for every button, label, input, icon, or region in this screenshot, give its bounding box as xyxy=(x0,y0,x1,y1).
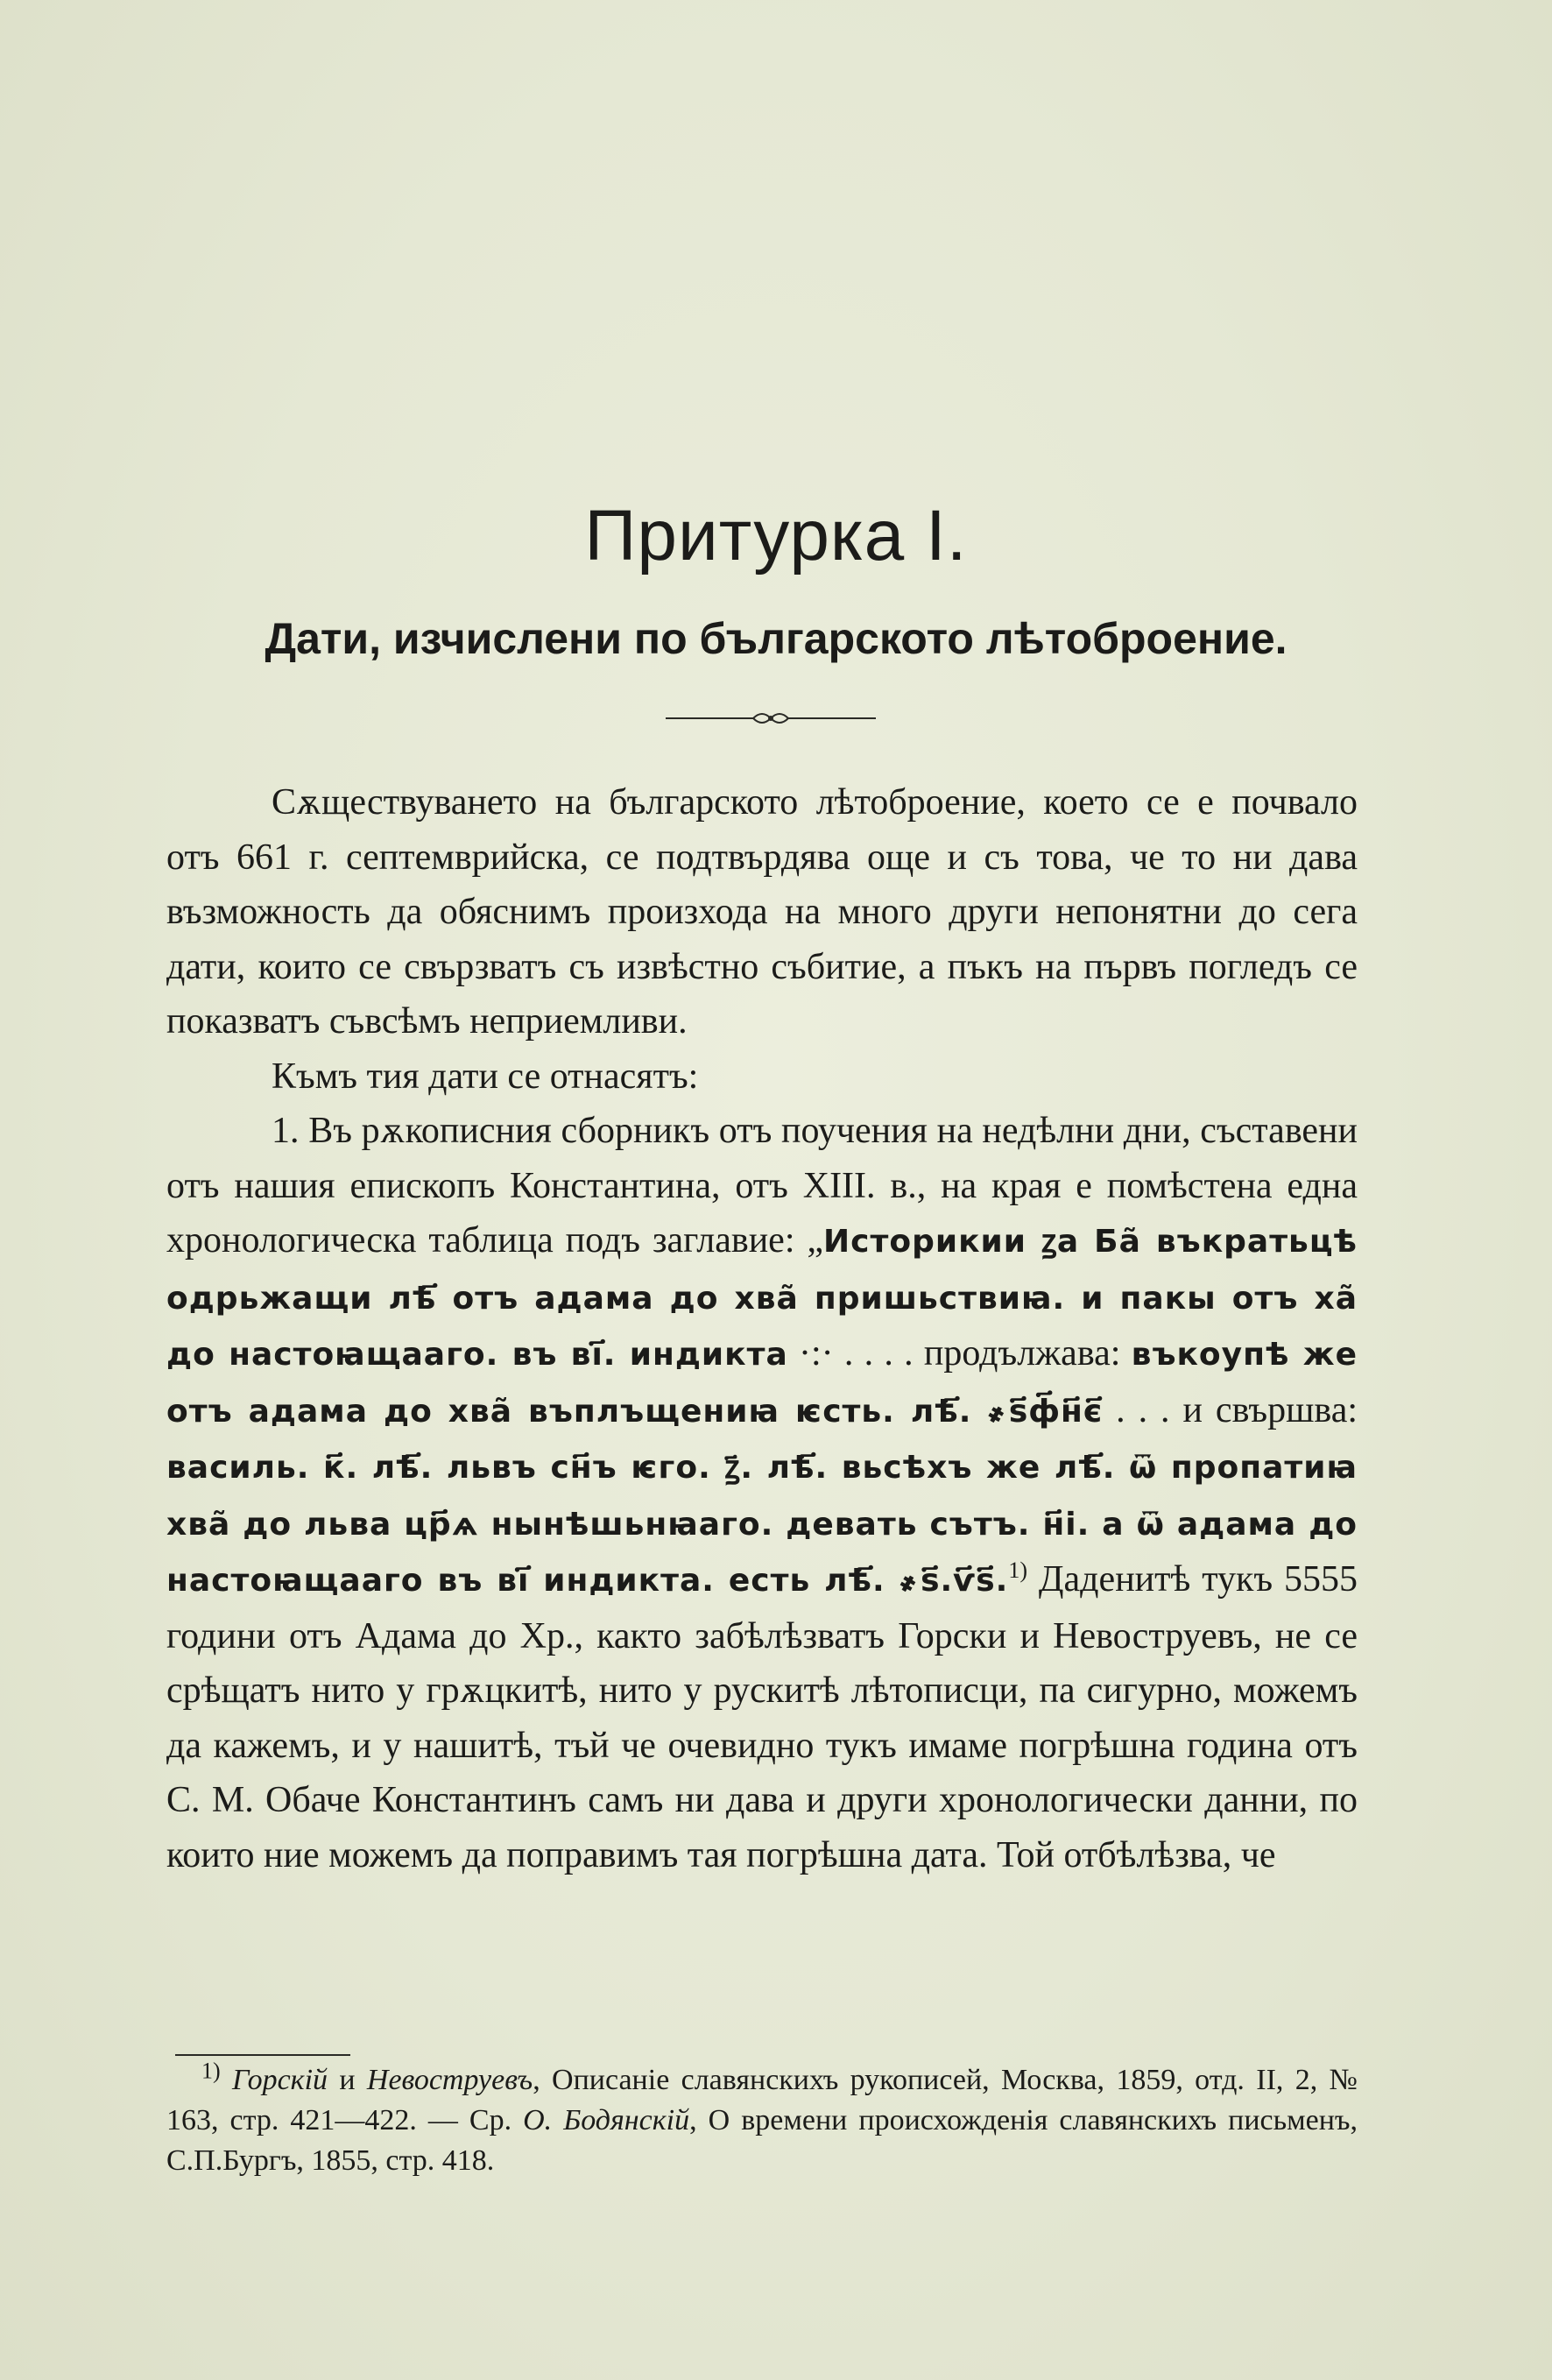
item-1-text-d: Даденитѣ тукъ 5555 години отъ Адама до Хр., както забѣлѣзватъ Горски и Невоструевъ, не се срѣщатъ нито у грѫцкитѣ, нито у рускитѣ лѣтописци, па сигурно, можемъ да кажемъ, и у нашитѣ, тъй че очевидно тукъ имаме погрѣшна година отъ С. М. Обаче Константинъ самъ ни дава и други хронологически данни, по които ние можемъ да поправимъ тая погрѣшна дата. Той отбѣлѣзва, че xyxy=(166,1559,1358,1875)
divider-ornament-icon xyxy=(666,708,876,729)
footnote-reference[interactable]: 1) xyxy=(1008,1557,1027,1583)
item-1-text-a: 1. Въ рѫкописния сборникъ отъ поучения на недѣлни дни, съставени отъ нашия епископъ Константина, отъ XIII. в., на края е помѣстена една хронологическа таблица подъ заглавие: „ xyxy=(166,1111,1358,1261)
footnote-author-3: О. Бодянскій xyxy=(523,2104,690,2136)
church-slavonic-quote-1: Историкии ꙁа Ба̃ въкратьцѣ одрьжащи лѣ҃ отъ адама до хва̃ пришьствиꙗ. и пакы отъ ха̃ до настоꙗщааго. въ ві҃. индикта xyxy=(166,1224,1358,1373)
footnote-divider xyxy=(175,2054,350,2056)
footnote-text-2: , О времени происхожденія славянскихъ письменъ, С.П.Бургъ, 1855, стр. 418. xyxy=(166,2104,1358,2177)
church-slavonic-quote-3: василь. к҃. лѣ҃. львъ сн҃ъ ѥго. ꙁ҃. лѣ҃. вьсѣхъ же лѣ҃. ѿ пропатиꙗ хва̃ до льва цр҃ѧ нынѣшьнꙗаго. девать сътъ. н҃і. а ѿ адама до настоꙗщааго въ ві҃ индикта. есть лѣ҃. ҂ѕ҃.ѵ҃ѕ҃. xyxy=(166,1450,1358,1599)
intro-paragraph: Сѫществуването на българското лѣтоброение, което се е почвало отъ 661 г. септемврийска, се подтвърдява още и съ това, че то ни дава възможность да обяснимъ произхода на много други непонятни до сега дати, които се свързватъ съ извѣстно събитие, а пъкъ на първъ погледъ се показватъ съвсѣмъ неприемливи. xyxy=(166,782,1358,1042)
footnote-and: и xyxy=(328,2064,367,2096)
church-slavonic-quote-2: въкоупѣ же отъ адама до хва̃ въплъщениꙗ ѥсть. лѣ҃. ҂ѕ҃ф҃н҃є҃ xyxy=(166,1337,1358,1430)
item-1-text-b: ·:· . . . . продължава: xyxy=(787,1333,1132,1374)
footnote xyxy=(166,2060,1358,2181)
body-text xyxy=(166,775,1358,1882)
item-1-text-c: . . . и свършва: xyxy=(1103,1389,1358,1430)
list-intro-paragraph: Къмъ тия дати се отнасятъ: xyxy=(272,1056,699,1097)
footnote-author-2: Невоструевъ xyxy=(366,2064,533,2096)
footnote-paragraph xyxy=(166,2060,1358,2181)
footnote-mark: 1) xyxy=(201,2058,221,2084)
bleed-through-header xyxy=(438,88,1104,116)
footnote-text-1: , Описаніе славянскихъ рукописей, Москва, 1859, отд. II, 2, № 163, стр. 421—422. — Ср. xyxy=(166,2064,1358,2136)
footnote-author-1: Горскій xyxy=(232,2064,328,2096)
appendix-subtitle: Дати, изчислени по българското лѣтоброение. xyxy=(265,614,1287,663)
item-1-paragraph xyxy=(166,1104,1358,1882)
appendix-title: Притурка I. xyxy=(584,496,968,576)
